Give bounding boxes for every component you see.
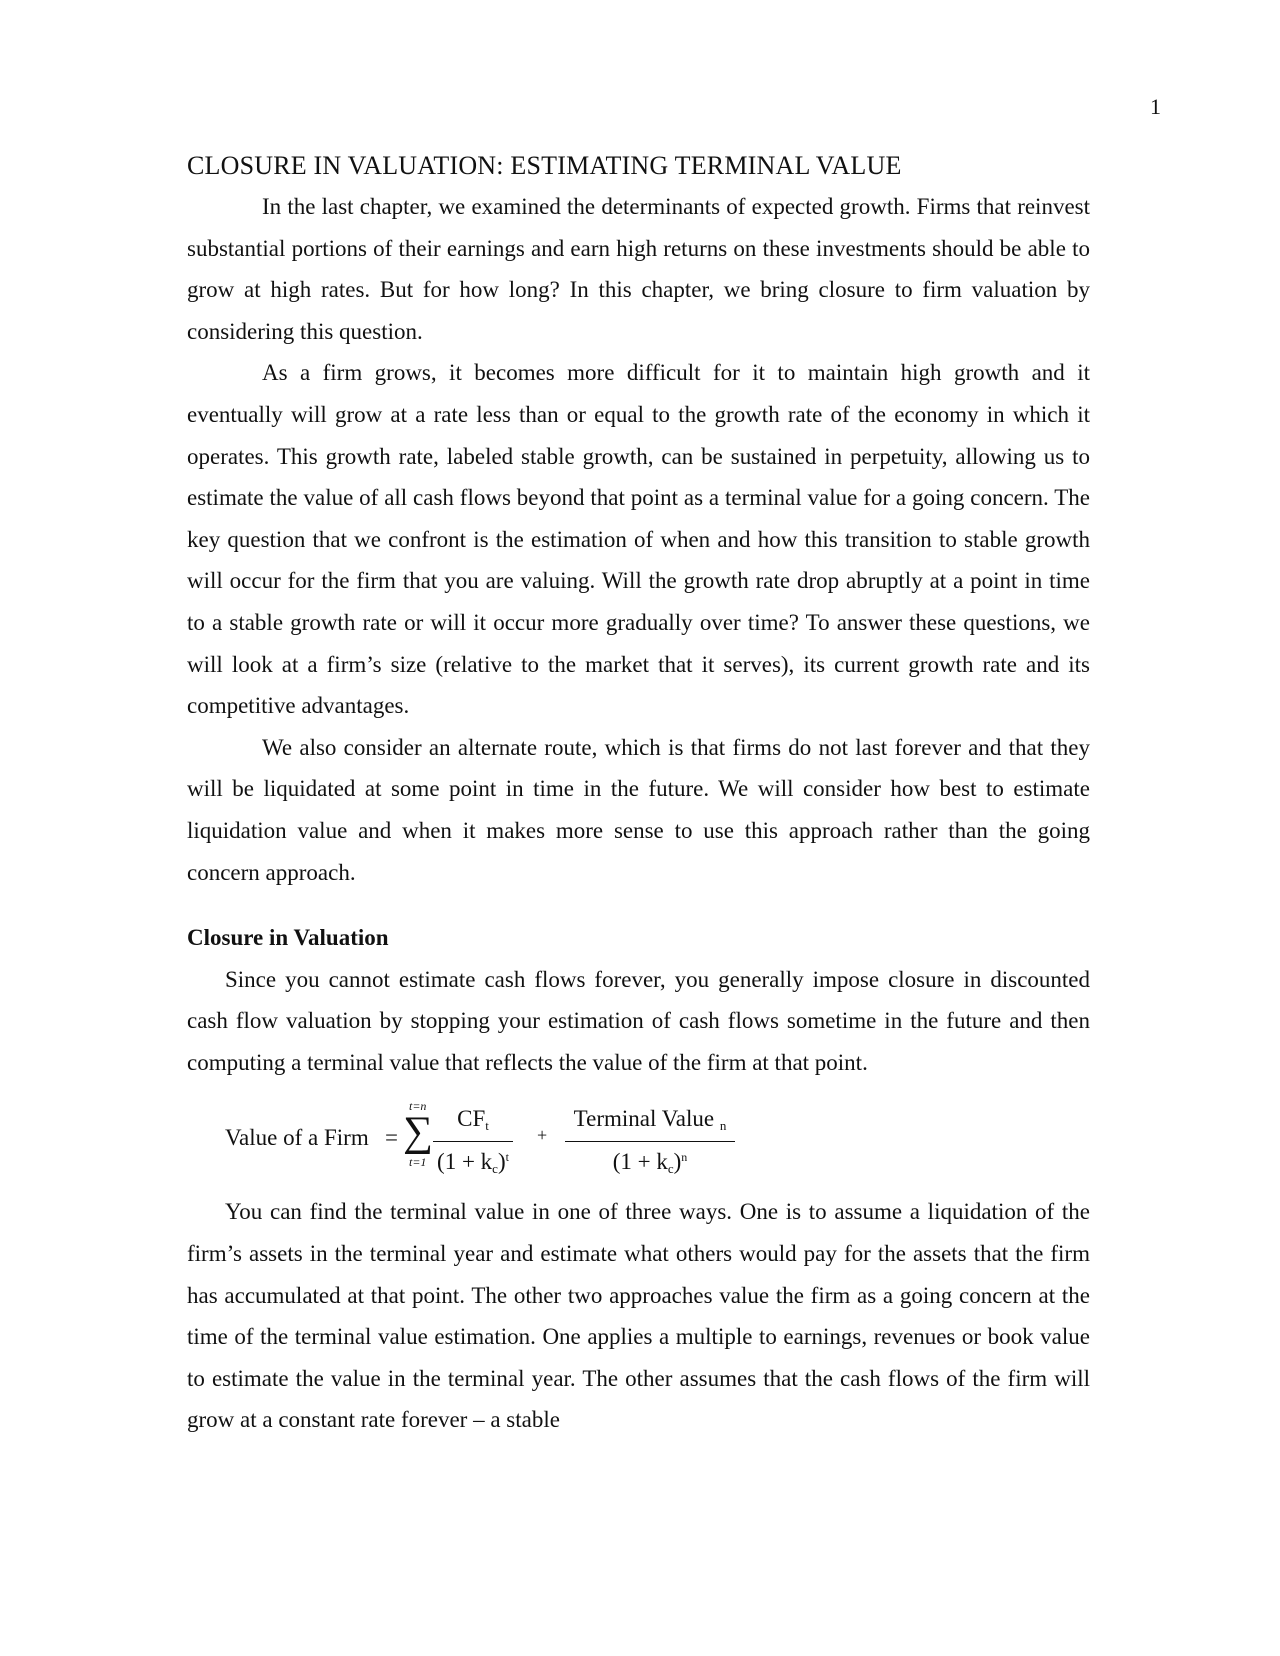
sum-lower-limit: t=1	[409, 1155, 427, 1170]
intro-paragraph-3: We also consider an alternate route, which is that firms do not last forever and that they will be liquidated at some point in time in the future. We will consider how best to estimate liquidation value and when it makes more sense to use this approach rather than the going concern approach.	[187, 734, 1090, 885]
section-paragraph-2: You can find the terminal value in one of three ways. One is to assume a liquidation of the firm’s assets in the terminal year and estimate what others would pay for the assets that the firm has accumulated at that point. The other two approaches value the firm as a going concern at the time of the terminal value estimation. One applies a multiple to earnings, revenues or book value to estimate the value in the terminal year. The other assumes that the cash flows of the firm will grow at a constant rate forever – a stable	[187, 1199, 1090, 1433]
sigma-icon: ∑	[403, 1109, 433, 1156]
section-paragraph-1: Since you cannot estimate cash flows forever, you generally impose closure in discounted cash flow valuation by stopping your estimation of cash flows sometime in the future and then computing a terminal value that reflects the value of the firm at that point.	[187, 966, 1090, 1075]
terminal-value-numerator: Terminal Value $_n$	[565, 1105, 735, 1142]
section-heading: Closure in Valuation	[187, 925, 389, 951]
cash-flow-fraction	[433, 1105, 513, 1183]
terminal-value-denominator: $(1 + k_c)^n$	[612, 1149, 688, 1177]
formula-equals: =	[385, 1125, 398, 1151]
page-number: 1	[1150, 94, 1161, 119]
sum-upper-limit: t=n	[409, 1099, 427, 1114]
formula-plus: +	[537, 1125, 548, 1146]
firm-value-formula	[187, 1099, 1090, 1191]
chapter-title: CLOSURE IN VALUATION: ESTIMATING TERMINAL VALUE	[187, 151, 902, 180]
document-body	[187, 148, 1090, 1441]
intro-paragraph-2: As a firm grows, it becomes more difficult for it to maintain high growth and it eventually will grow at a rate less than or equal to the growth rate of the economy in which it operates. This growth rate, labeled stable growth, can be sustained in perpetuity, allowing us to estimate the value of all cash flows beyond that point as a terminal value for a going concern. The key question that we confront is the estimation of when and how this transition to stable growth will occur for the firm that you are valuing. Will the growth rate drop abruptly at a point in time to a stable growth rate or will it occur more gradually over time? To answer these questions, we will look at a firm’s size (relative to the market that it serves), its current growth rate and its competitive advantages.	[187, 360, 1090, 719]
intro-paragraph-1: In the last chapter, we examined the determinants of expected growth. Firms that reinvest substantial portions of their earnings and earn high returns on these investments should be able to grow at high rates. But for how long? In this chapter, we bring closure to firm valuation by considering this question.	[187, 194, 1090, 344]
terminal-value-fraction	[565, 1105, 735, 1183]
cash-flow-denominator: $(1 + k_c)^t$	[437, 1149, 509, 1177]
formula-label: Value of a Firm	[225, 1125, 369, 1151]
cash-flow-numerator: $CF_t$	[433, 1105, 513, 1142]
